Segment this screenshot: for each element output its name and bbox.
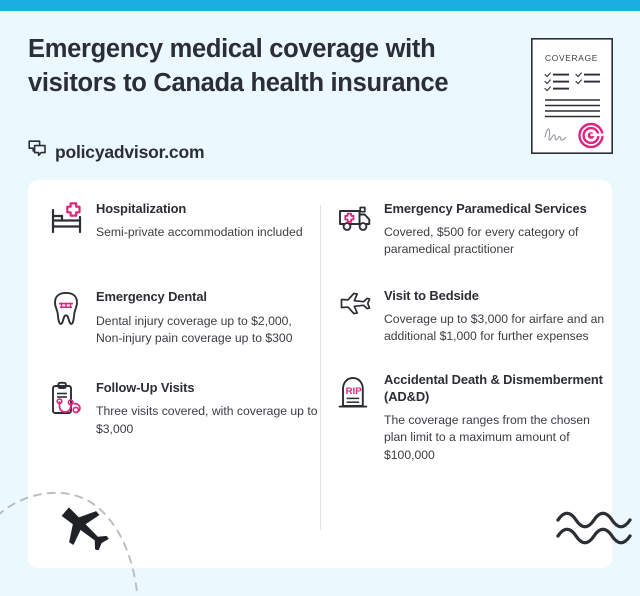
benefit-description: Covered, $500 for every category of paramedical practitioner [384, 225, 579, 257]
clipboard-stethoscope-icon [50, 379, 96, 422]
benefit-title: Accidental Death & Dismemberment (AD&D) [384, 371, 603, 404]
airplane-icon [338, 287, 384, 324]
hospital-bed-icon [50, 200, 96, 241]
header-section [0, 11, 640, 180]
benefit-text-block [384, 287, 606, 346]
tombstone-rip-icon [338, 371, 384, 416]
benefit-text-block [96, 200, 318, 241]
benefit-item-accidental-death-dismemberment [338, 371, 606, 464]
airplane-silhouette-icon [58, 498, 112, 550]
benefit-title: Hospitalization [96, 201, 187, 216]
brand-lockup [28, 140, 204, 164]
benefit-title: Visit to Bedside [384, 287, 479, 303]
benefit-text-block [384, 371, 606, 464]
tombstone-label: RIP [345, 385, 362, 397]
benefit-description: Semi-private accommodation included [96, 225, 303, 240]
tooth-icon [50, 288, 96, 333]
benefit-description: Three visits covered, with coverage up to $3,000 [96, 404, 318, 436]
benefit-item-emergency-dental [50, 288, 318, 347]
benefit-item-hospitalization [50, 200, 318, 241]
coverage-certificate-illustration [531, 38, 613, 154]
benefits-right-column [338, 200, 606, 464]
page-title: Emergency medical coverage with visitors to Canada health insurance [28, 35, 449, 97]
layout-spacer [338, 346, 606, 371]
benefit-description: The coverage ranges from the chosen plan limit to a maximum amount of $100,000 [384, 412, 590, 462]
top-accent-bar [0, 0, 640, 11]
benefit-description: Dental injury coverage up to $2,000, Non-injury pain coverage up to $300 [96, 313, 293, 345]
wavy-lines-icon [556, 508, 640, 552]
benefit-text-block [384, 200, 606, 259]
layout-spacer [338, 259, 606, 287]
brand-name: policyadvisor.com [55, 141, 205, 162]
layout-spacer [50, 347, 318, 379]
benefit-item-emergency-paramedical-services [338, 200, 606, 259]
benefit-title: Follow-Up Visits [96, 380, 195, 396]
certificate-label: COVERAGE [545, 53, 599, 63]
benefit-text-block [96, 379, 318, 438]
column-divider [320, 205, 321, 530]
benefit-title: Emergency Paramedical Services [384, 201, 587, 216]
benefit-description: Coverage up to $3,000 for airfare and an additional $1,000 for further expenses [384, 311, 605, 344]
benefits-left-column [50, 200, 318, 438]
benefit-item-follow-up-visits [50, 379, 318, 438]
benefit-title: Emergency Dental [96, 289, 207, 305]
ambulance-icon [338, 200, 384, 239]
overlapping-squares-logo-icon [28, 140, 47, 164]
benefit-text-block [96, 288, 318, 347]
layout-spacer [50, 241, 318, 288]
pink-seal-stamp-icon [580, 124, 604, 147]
benefit-item-visit-to-bedside [338, 287, 606, 346]
